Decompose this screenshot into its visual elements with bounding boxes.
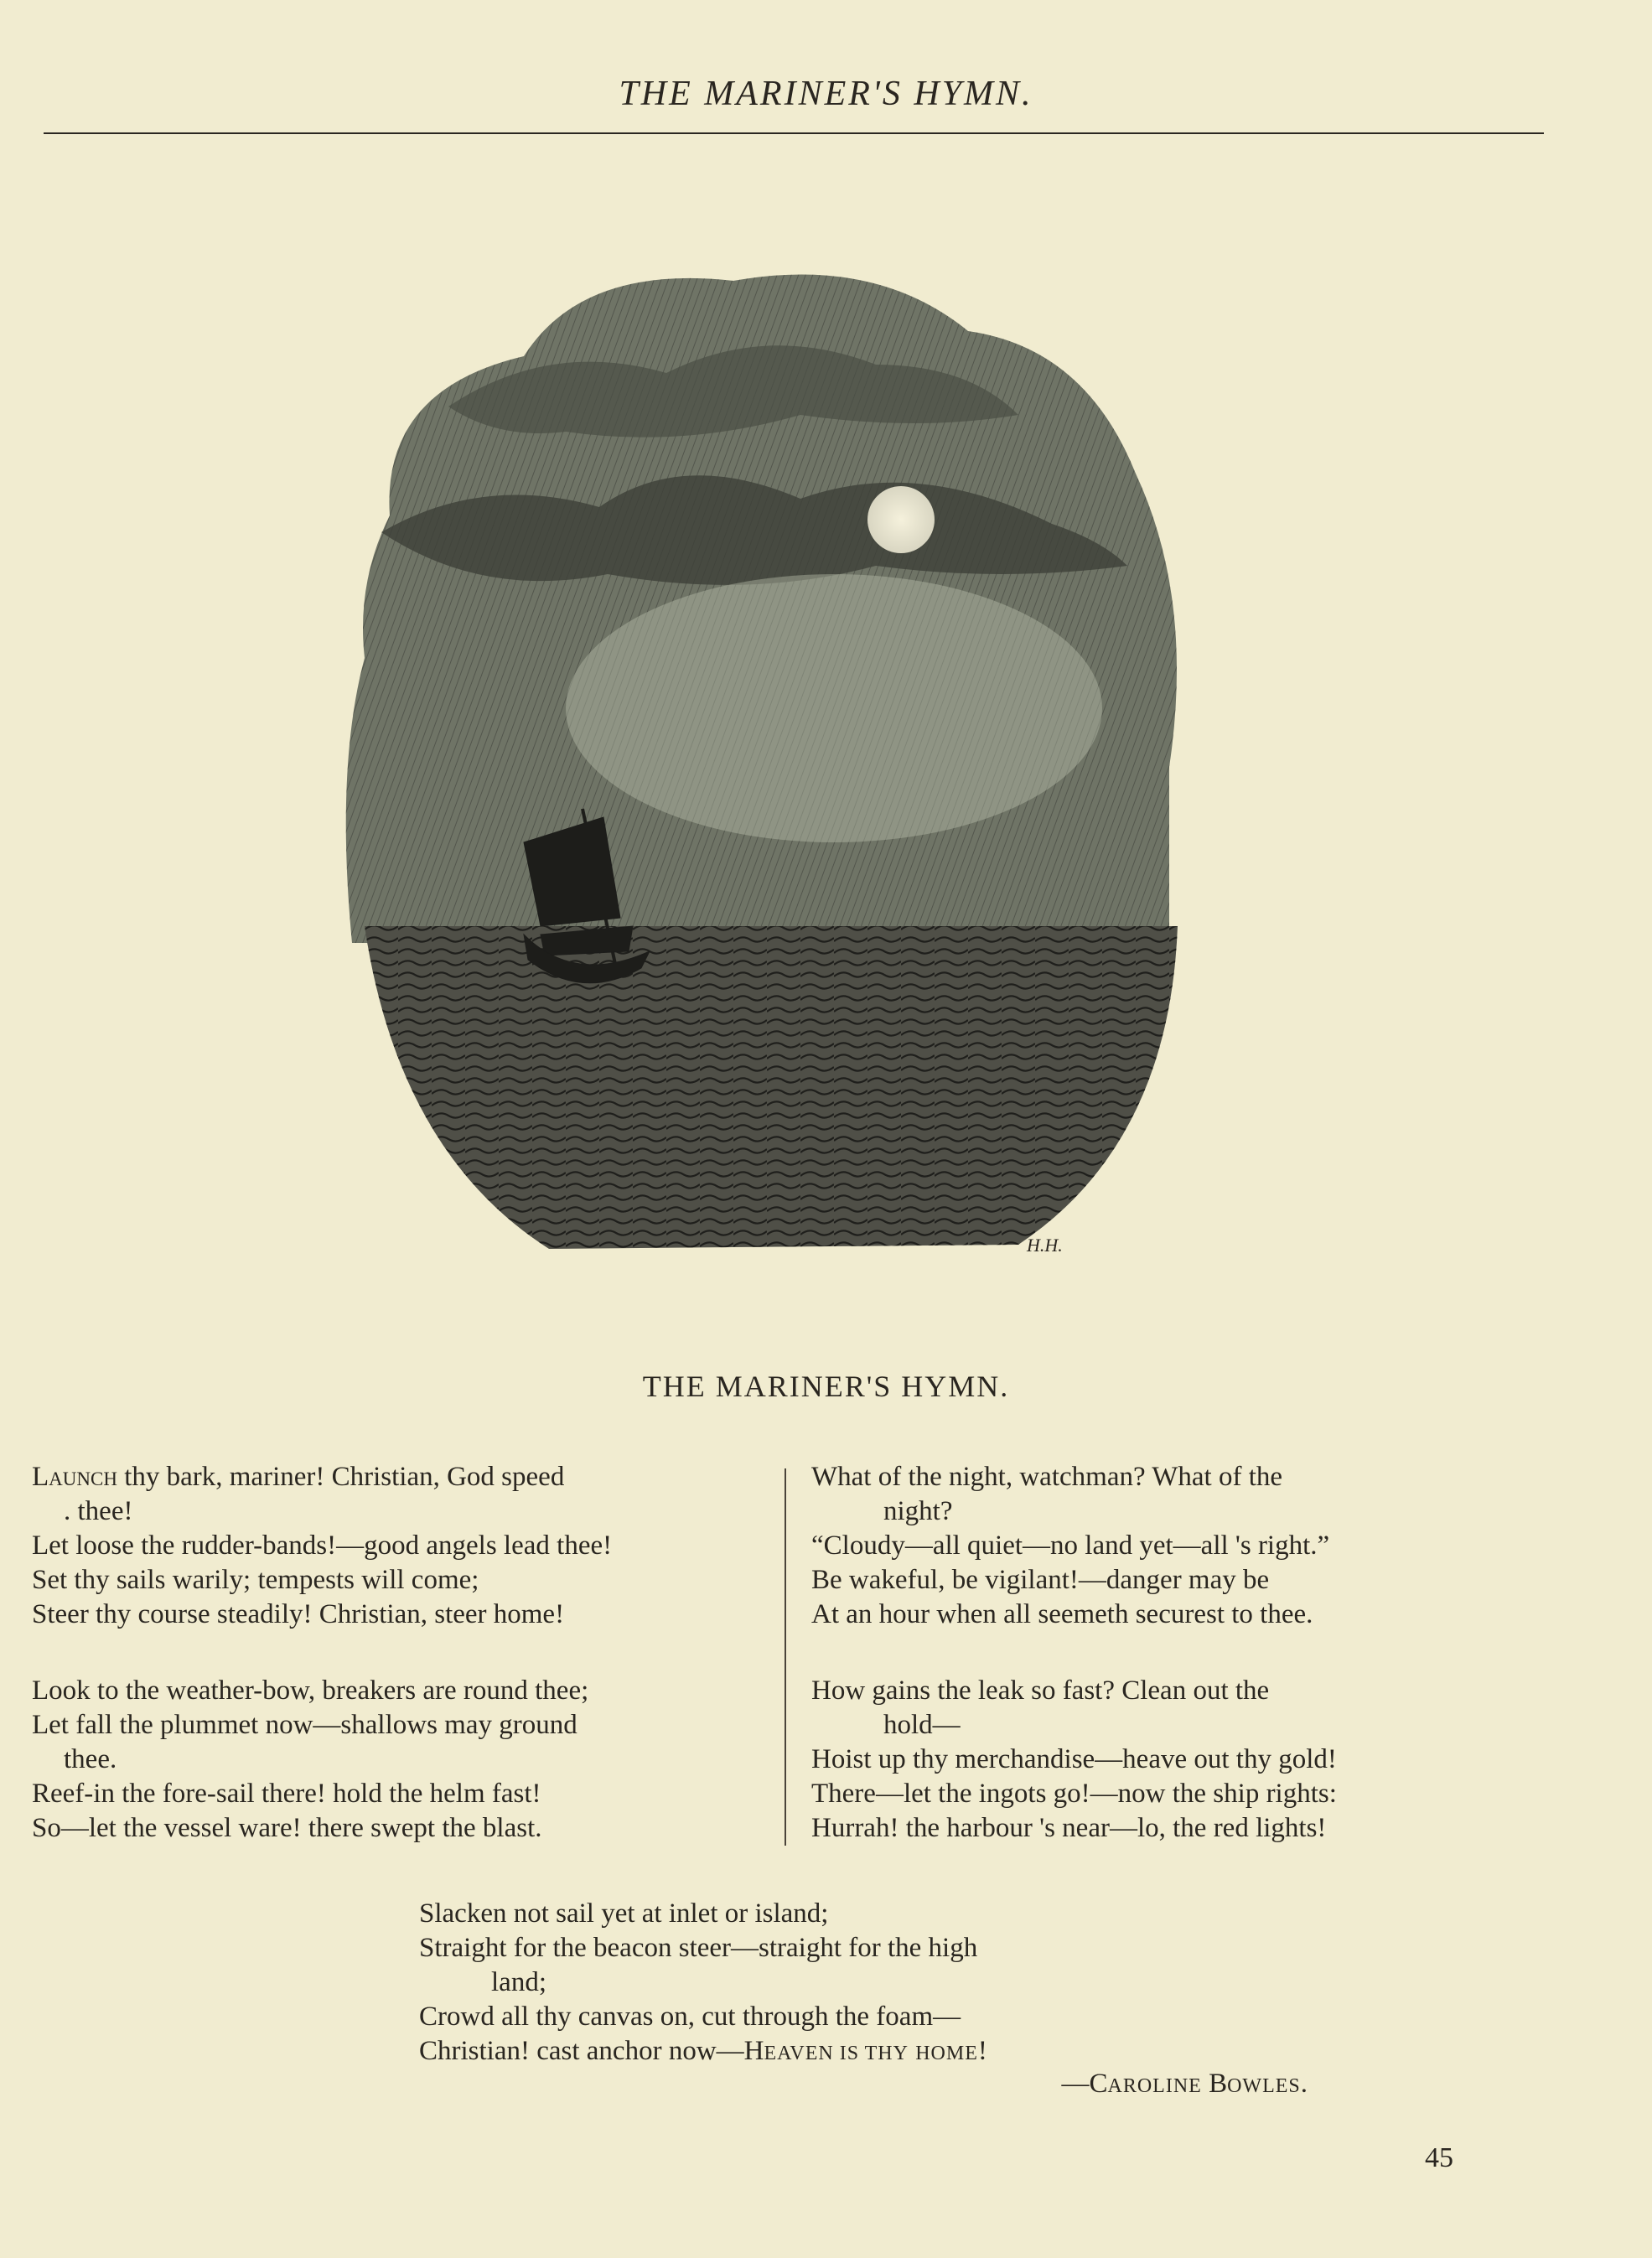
home-small-caps: HOME [915,2043,978,2064]
space [909,2036,915,2066]
column-divider [785,1468,786,1846]
verse-line: Crowd all thy canvas on, cut through the foam— [419,2002,961,2032]
drop-word: Launch [32,1462,117,1492]
verse-text: thy bark, mariner! Christian, God speed [117,1462,565,1492]
heaven-small-caps: EAVEN IS THY [764,2043,909,2064]
author-c: C [1089,2069,1108,2099]
verse-line: Let fall the plummet now—shallows may ground [32,1710,577,1740]
verse-line: hold— [883,1710,961,1740]
verse-line: land; [491,1967,546,1997]
verse-line: Steer thy course steadily! Christian, steer home! [32,1599,565,1629]
verse-line: There—let the ingots go!—now the ship rights: [811,1779,1337,1809]
author-dot: . [1300,2069,1308,2099]
verse-line [32,1460,774,1494]
verse-line: Slacken not sail yet at inlet or island; [419,1898,829,1929]
exclamation: ! [977,2036,987,2066]
moon [867,486,935,553]
verse-line: Straight for the beacon steer—straight for the high [419,1933,978,1963]
stanza-gap [811,1632,1545,1674]
verse-line: . thee! [64,1496,133,1526]
verse-line: night? [883,1496,953,1526]
verse-line: Let loose the rudder-bands!—good angels lead thee! [32,1530,613,1561]
right-column [811,1460,1545,1846]
verse-line: thee. [64,1744,117,1774]
verse-line: “Cloudy—all quiet—no land yet—all 's right.” [811,1530,1330,1561]
verse-line [419,2034,1341,2069]
verse-line: How gains the leak so fast? Clean out the [811,1675,1270,1706]
author-attribution [838,2069,1308,2100]
verse-line: Set thy sails warily; tempests will come; [32,1565,479,1595]
stanza-gap [32,1632,774,1674]
verse-line: Hurrah! the harbour 's near—lo, the red lights! [811,1813,1327,1843]
running-title: THE MARINER'S HYMN. [619,75,1033,113]
left-column [32,1460,774,1846]
page-number: 45 [1425,2142,1453,2173]
heaven-cap: H [743,2036,764,2066]
verse-line: Look to the weather-bow, breakers are round thee; [32,1675,589,1706]
verse-line: So—let the vessel ware! there swept the blast. [32,1813,542,1843]
verse-text: Christian! cast anchor now— [419,2036,744,2066]
final-stanza [419,1897,1341,2069]
verse-line: Hoist up thy merchandise—heave out thy gold! [811,1744,1337,1774]
verse-line: Be wakeful, be vigilant!—danger may be [811,1565,1270,1595]
header-rule [44,132,1544,134]
verse-line: Reef-in the fore-sail there! hold the helm fast! [32,1779,541,1809]
poem-title: THE MARINER'S HYMN. [642,1370,1010,1403]
author-last-name-sc: OWLES [1227,2075,1301,2097]
verse-line: At an hour when all seemeth securest to thee. [811,1599,1313,1629]
engraver-signature: H.H. [1027,1235,1063,1256]
author-first-name-sc: AROLINE [1107,2075,1202,2097]
verse-line: What of the night, watchman? What of the [811,1462,1283,1492]
ship-at-sea-engraving [331,264,1245,1278]
author-b: B [1201,2069,1228,2099]
author-dash: — [1061,2069,1090,2099]
